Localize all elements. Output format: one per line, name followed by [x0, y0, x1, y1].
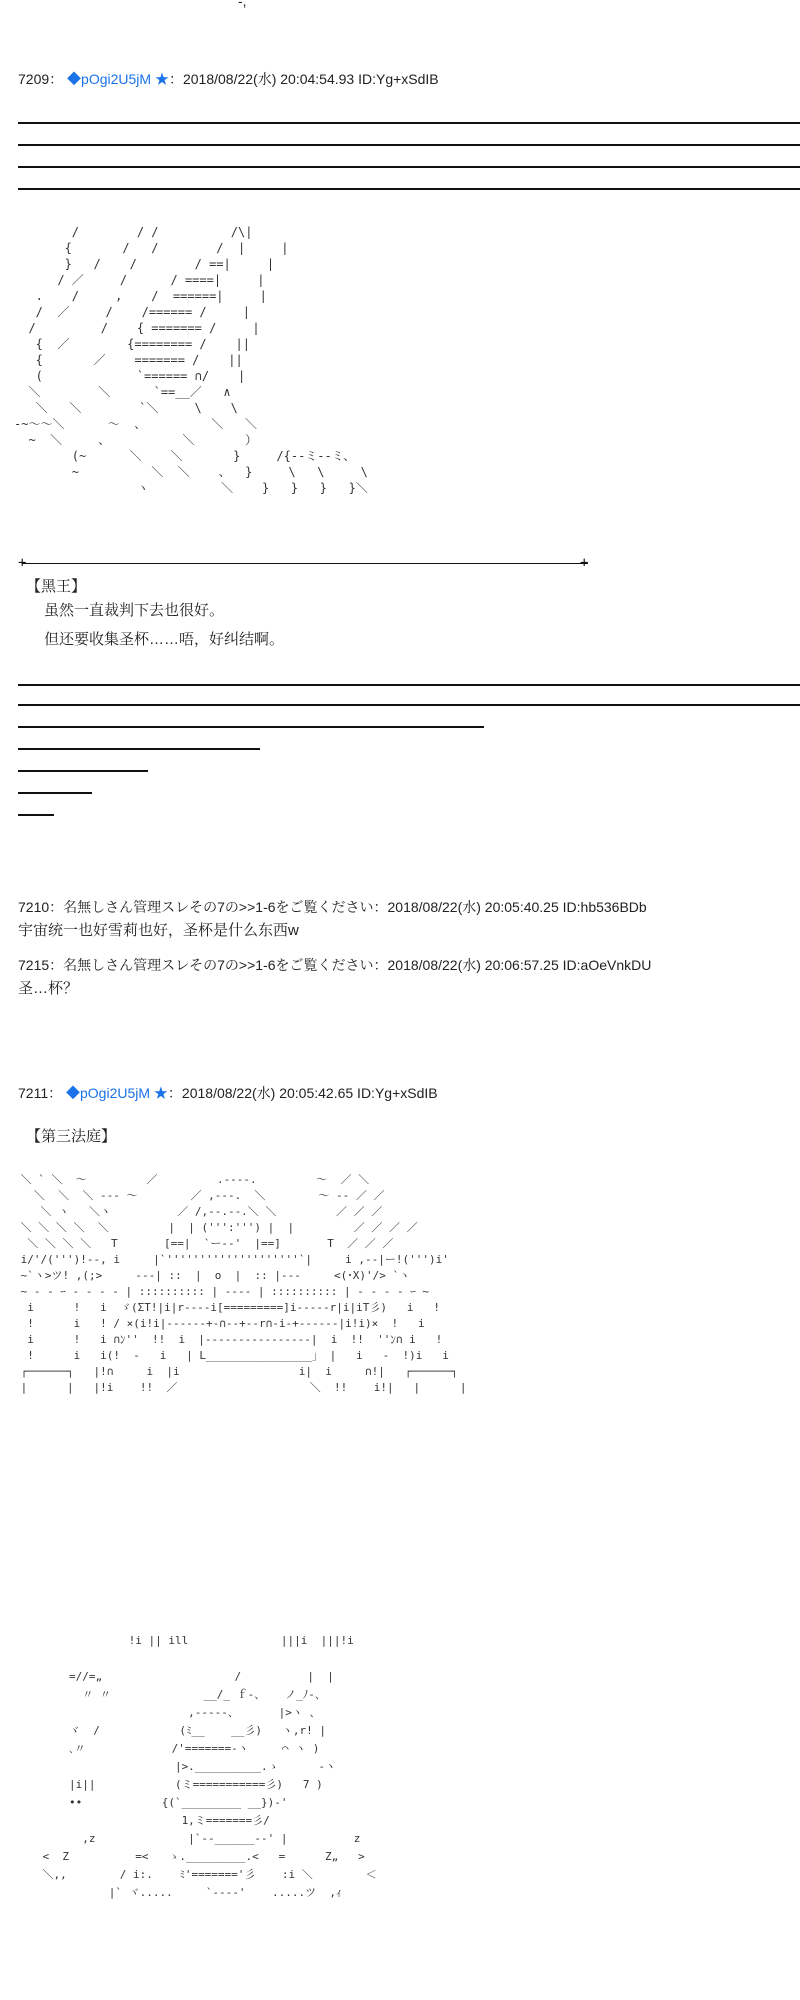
separator-line — [18, 770, 148, 772]
separator-line — [18, 144, 800, 146]
post-number: 7209 — [18, 71, 50, 87]
separator-line — [18, 188, 800, 190]
post-meta: ：2018/08/22(水) 20:04:54.93 ID:Yg+xSdIB — [168, 71, 439, 87]
post-header-7210: 7210：名無しさん管理スレその7の>>1-6をご覧ください：2018/08/22(水) 20:05:40.25 ID:hb536BDb — [18, 899, 647, 915]
post-sep: ： — [48, 1085, 63, 1101]
post-sep: ： — [49, 71, 64, 87]
separator-line — [18, 704, 800, 706]
dialogue-line-1: 虽然一直裁判下去也很好。 — [44, 602, 225, 619]
ascii-art-courtroom: ＼ ` ＼ ～ ／ .-‐‐-. ～ ／ ＼ ＼ ＼ ＼ -‐‐ ～ ／ ,-‐-. ＼ ～ ‐‐ ／ ／ ＼ ヽ ＼ヽ ／ /,‐-.‐-.＼ ＼ ／ ／ ／ ＼ ＼ ＼ ＼ ＼ | | (''':''') | | ／ ／ ／ ／ ＼ ＼ ＼ ＼ T [==| `ー-‐' |==] T ／ ／ ／ i/'/(''')!-‐, i |`''''''''''''''''''''`| i ,-‐|ー!(''')i' ~`ヽ>ツ! ,(;> -‐‐| :: | o | :: |‐‐- <(･X)'/> `ヽ ~ - - ｰ - ‐ - - | :::::::::: | ‐‐‐‐ | :::::::::: | - - ‐ - ｰ ~ i ! i ゞ(ΣT!|i|r‐‐‐‐i[=========]i‐‐‐‐‐r|i|iT彡) i ! ! i ! / ×(i!i|-‐‐-‐-+-∩--+--r∩-i-+-‐-‐‐-|i!i)× ! i i ! i ∩ﾝ'' !! i |‐‐‐‐‐‐‐‐‐‐‐‐‐‐‐‐| i !! ''ﾝ∩ i ! ! i i(! ‐ i | L________________」 | i ‐ !)i i ┌──────┐ |!∩ i |i i| i ∩!| ┌──────┐ | | |!i !! ／ ＼ !! i!| | | — [20, 1173, 467, 1394]
star-icon: ★ — [154, 71, 169, 87]
separator-line — [18, 726, 484, 728]
separator-line — [18, 792, 92, 794]
post-body-7210: 宇宙统一也好雪莉也好，圣杯是什么东西w — [18, 922, 299, 939]
post-header-7211 — [18, 1084, 438, 1102]
star-icon: ★ — [153, 1085, 168, 1101]
frame-tick-right: + — [580, 555, 589, 571]
poster-name-link[interactable]: ◆pOgi2U5jM — [66, 1085, 151, 1101]
post-header-7215: 7215：名無しさん管理スレその7の>>1-6をご覧ください：2018/08/22(水) 20:06:57.25 ID:aOeVnkDU — [18, 957, 652, 973]
poster-name-link[interactable]: ◆pOgi2U5jM — [67, 71, 152, 87]
ascii-art-hand: / / / /\| { / / / | | } / / / ==| | / ／ / / ====| | . / , / ======| | / ／ / /====== / | / / { ======= / | { ／ {======== / || { ／ ======= / || ( `====== ∩/ | ＼ ＼ `==__／ ∧ ＼ ＼ `＼ \ \ -~～～＼ ～ 、 ＼ ＼ ~ ＼ 、 ＼ ） (~ ＼ ＼ } /{--ミ--ミ、 ~ ＼ ＼ 、 } \ \ \ ヽ ＼ } } } }＼ — [14, 225, 368, 495]
scene-label: 【第三法庭】 — [26, 1128, 117, 1145]
post-meta: ：2018/08/22(水) 20:05:42.65 ID:Yg+xSdIB — [167, 1085, 438, 1101]
separator-line — [18, 684, 800, 686]
dialogue-line-2: 但还要收集圣杯……唔，好纠结啊。 — [44, 631, 285, 648]
separator-line — [18, 122, 800, 124]
post-number: 7211 — [18, 1085, 49, 1101]
post-header-7209 — [18, 70, 439, 88]
speaker-label: 【黑王】 — [26, 578, 87, 595]
frame-tick-left: + — [18, 555, 27, 571]
top-fragment: -, — [238, 0, 247, 9]
separator-line — [18, 166, 800, 168]
separator-line — [18, 814, 54, 816]
post-body-7215: 圣…杯？ — [18, 980, 79, 997]
ascii-art-gavel-slam: !i || ill |||i |||!i =//=„ / | | 〃 〃 __/_ ｆ-、 ノ_ﾉ-、 ,-‐‐‐-、 |>ヽ 、 ヾ / (ﾐ__ __彡) ヽ,r! | ､〃 /'=======‐ヽ ⌒ ヽ ) |>.__________.ゝ ‐ヽ |i|| (ミ===========彡) 7 ) •• {(`_________ __})‐' 1,ミ=======彡/ ,z |`-‐______-‐' | z < Z =< ゝ._________.< = Z„ > ＼,, / i:. ﾐ'======='彡 :i ＼ ＜ |` ヾ..... `‐‐‐‐' .....ツ ,ｨ — [42, 1634, 377, 1899]
frame-line — [22, 563, 588, 564]
separator-line — [18, 748, 260, 750]
